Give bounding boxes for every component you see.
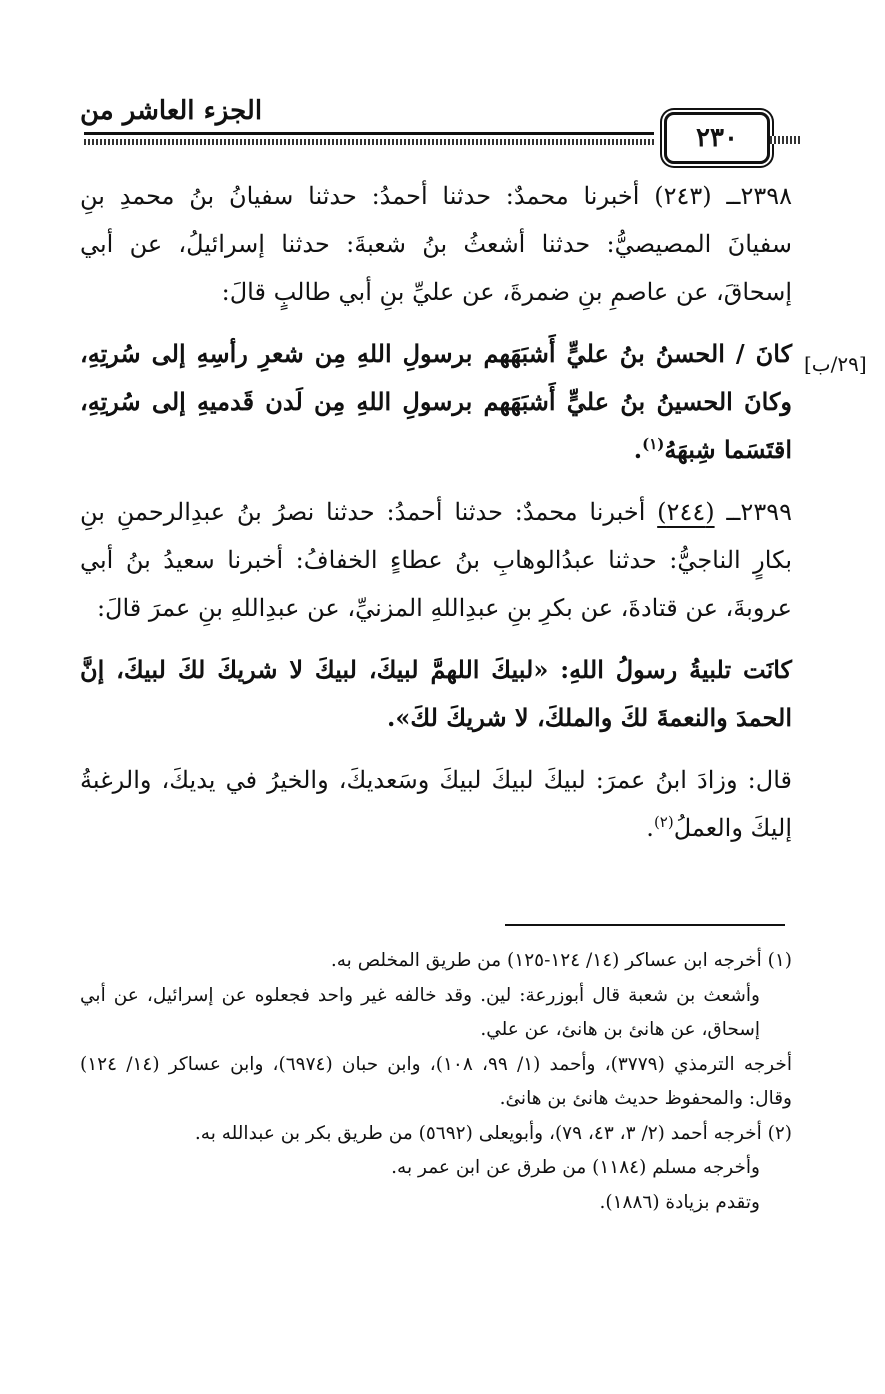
footnote-1-line-3: أخرجه الترمذي (٣٧٧٩)، وأحمد (١/ ٩٩، ١٠٨)، وابن حبان (٦٩٧٤)، وابن عساكر (١٤/ ١٢٤) وقال: والمحفوظ حديث هانئ بن هانئ.: [80, 1053, 792, 1109]
isnad-text: أخبرنا محمدٌ: حدثنا أحمدُ: حدثنا سفيانُ بنُ محمدِ بنِ سفيانَ المصيصيُّ: حدثنا أشعثُ بنُ شعبةَ: حدثنا إسرائيلُ، عن أبي إسحاقَ، عن عاصمِ بنِ ضمرةَ، عن عليِّ بنِ أبي طالبٍ قالَ:: [80, 182, 792, 306]
footnote-marker-1[interactable]: (١): [642, 435, 665, 453]
page-number-text: ٢٣٠: [696, 123, 738, 153]
paragraph-matn-1: [80, 330, 792, 474]
paragraph-2399: [80, 488, 792, 632]
footnote-1-line-2: وأشعث بن شعبة قال أبوزرعة: لين. وقد خالفه غير واحد فجعلوه عن إسرائيل، عن أبي إسحاق، عن هانئ بن هانئ، عن علي.: [80, 984, 760, 1040]
addition-end: .: [646, 814, 654, 842]
paragraph-addition: [80, 756, 792, 852]
paragraph-2398: [80, 172, 792, 316]
header-rule: [84, 132, 654, 135]
matn-text: كانَ / الحسنُ بنُ عليٍّ أَشبَهَهم برسولِ اللهِ مِن شعرِ رأسِهِ إلى سُرتِهِ، وكانَ الحسينُ بنُ عليٍّ أَشبَهَهم برسولِ اللهِ مِن لَدن قَدميهِ إلى سُرتِهِ، اقتَسَما شِبهَهُ: [80, 339, 792, 464]
footnotes: [80, 944, 792, 1220]
header-rule-right: [770, 136, 800, 144]
running-title: الجزء العاشر من: [80, 96, 263, 126]
header-rule-hatched: [84, 139, 654, 145]
hadith-number: ٢٣٩٨ــ (٢٤٣): [654, 182, 793, 210]
footnote-2-line-1: (٢) أخرجه أحمد (٢/ ٣، ٤٣، ٧٩)، وأبويعلى (٥٦٩٢) من طريق بكر بن عبدالله به.: [194, 1122, 792, 1144]
matn-end: .: [633, 435, 643, 464]
matn-text: كانَت تلبيةُ رسولُ اللهِ: «لبيكَ اللهمَّ لبيكَ، لبيكَ لا شريكَ لكَ لبيكَ، إنَّ الحمدَ والنعمةَ لكَ والملكَ، لا شريكَ لكَ».: [80, 655, 792, 732]
addition-text: قال: وزادَ ابنُ عمرَ: لبيكَ لبيكَ لبيكَ وسَعديكَ، والخيرُ في يديكَ، والرغبةُ إليكَ والعملُ: [80, 766, 792, 842]
footnote-marker-2[interactable]: (٢): [653, 813, 674, 831]
paragraph-matn-2: [80, 646, 792, 742]
hadith-number: ٢٣٩٩ــ: [726, 498, 792, 526]
page-number: [664, 112, 770, 164]
footnote-2-line-2: وأخرجه مسلم (١١٨٤) من طرق عن ابن عمر به.: [391, 1157, 760, 1178]
isnad-text: أخبرنا محمدٌ: حدثنا أحمدُ: حدثنا نصرُ بنُ عبدِالرحمنِ بنِ بكارٍ الناجيُّ: حدثنا عبدُالوهابِ بنُ عطاءٍ الخفافُ: أخبرنا سعيدُ بنُ أبي عروبةَ، عن قتادةَ، عن بكرِ بنِ عبدِاللهِ المزنيِّ، عن عبدِاللهِ بنِ عمرَ قالَ:: [80, 498, 792, 622]
footnote-rule: [505, 924, 785, 926]
footnote-2-line-3: وتقدم بزيادة (١٨٨٦).: [599, 1191, 760, 1213]
footnote-1-line-1: (١) أخرجه ابن عساكر (١٤/ ١٢٤-١٢٥) من طريق المخلص به.: [330, 950, 792, 971]
main-text: [80, 172, 792, 866]
margin-note: [٢٩/ب]: [804, 352, 867, 376]
hadith-ref-number: (٢٤٤): [657, 498, 715, 526]
